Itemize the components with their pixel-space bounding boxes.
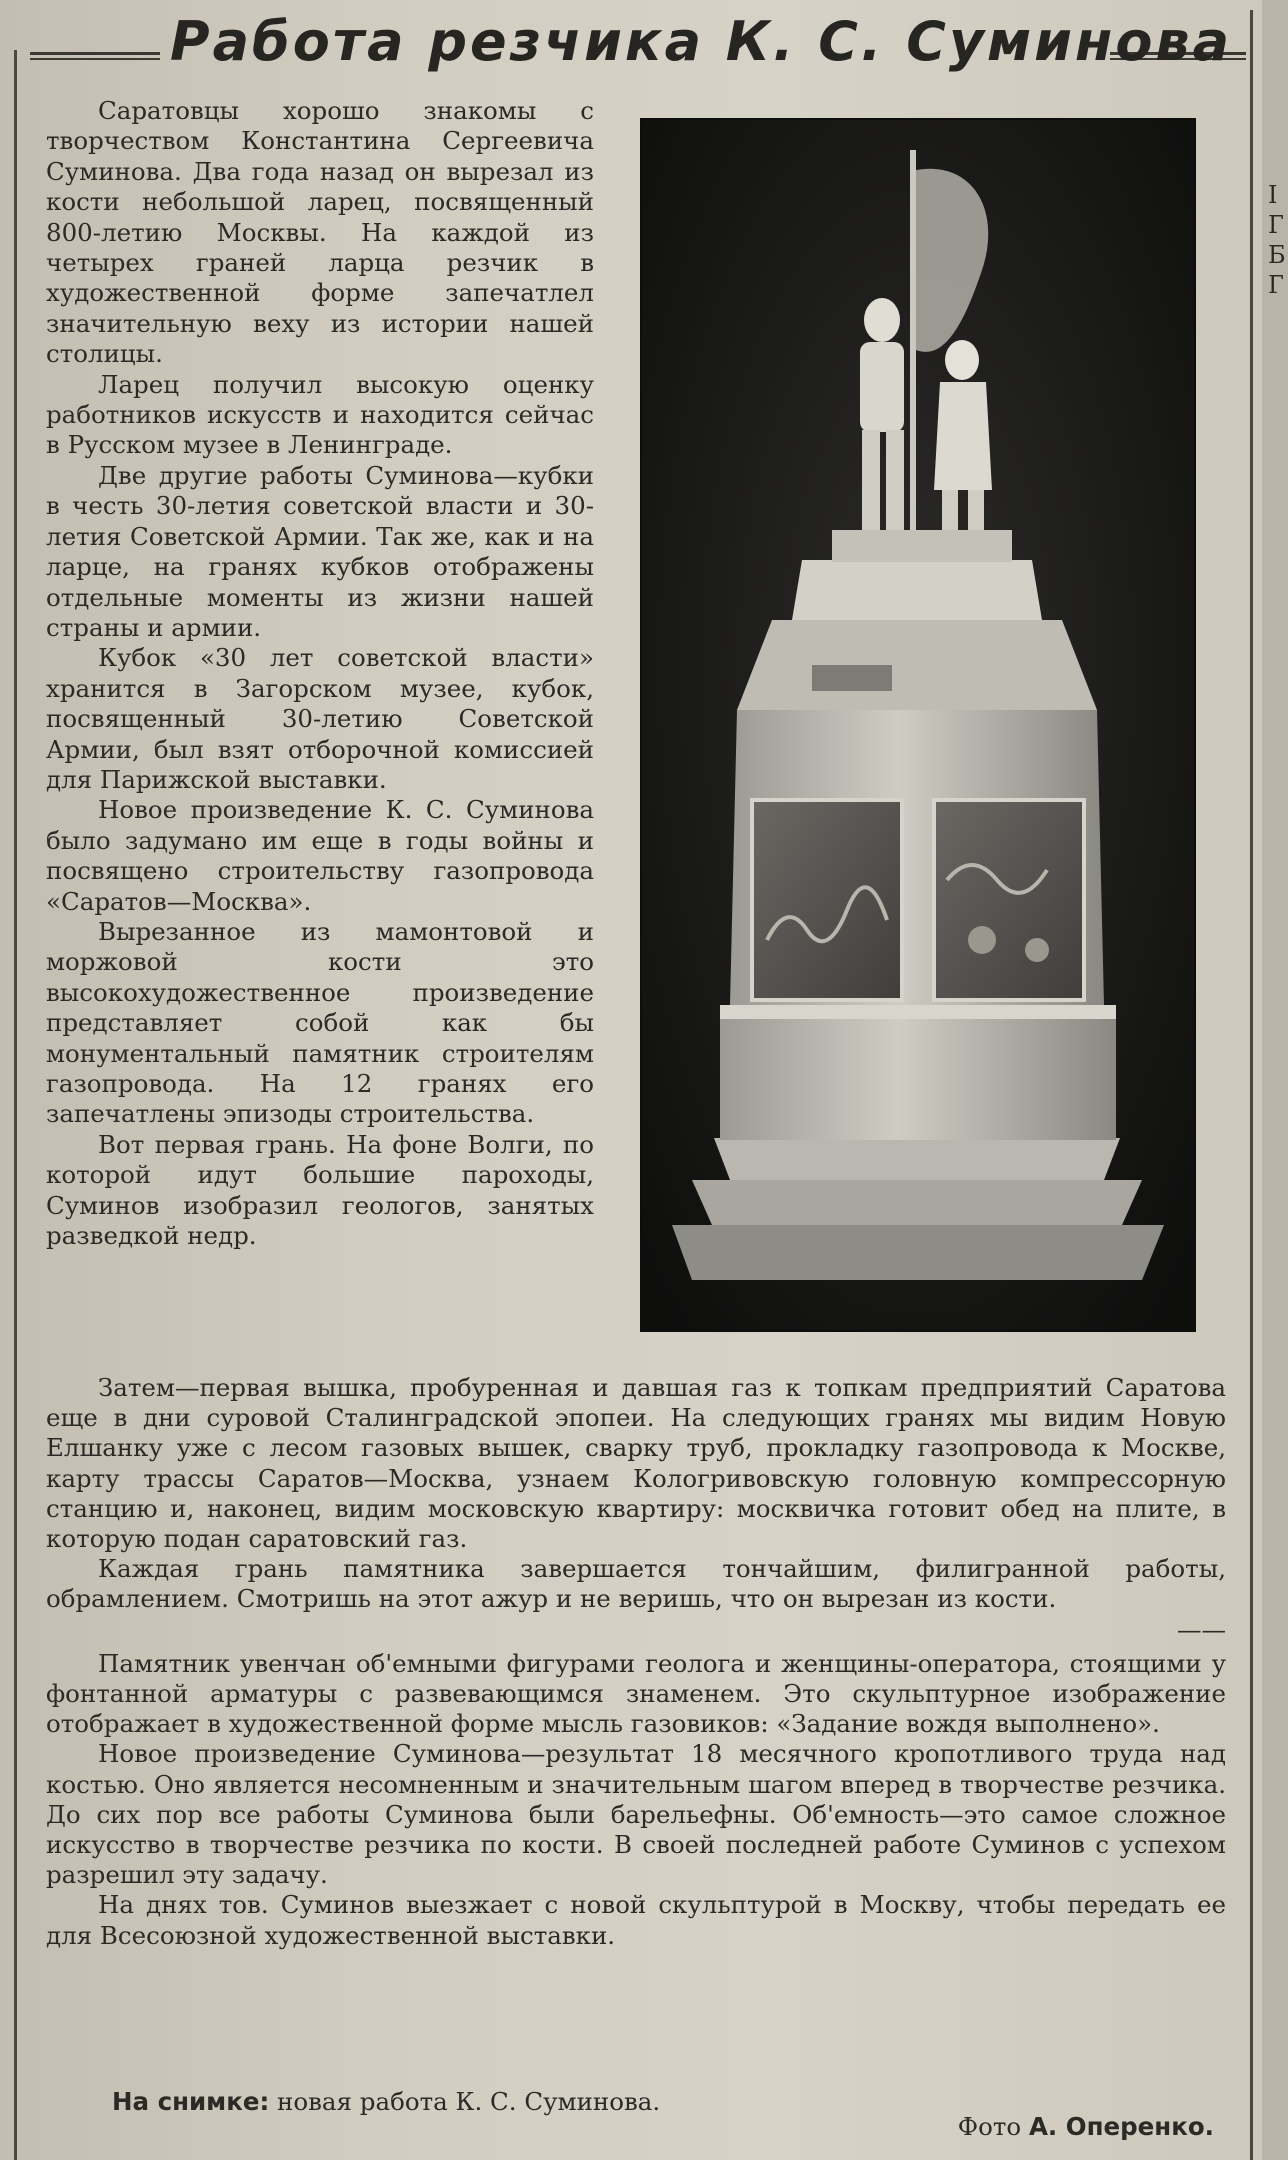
paragraph: Вырезанное из мамонтовой и моржовой кости это высокохудожественное произведение представляет собой как бы монументальный памятник строителям газопровода. На 12 гранях его запечатлены эпизоды строительства. (46, 916, 594, 1129)
paragraph: Памятник увенчан об'емными фигурами геолога и женщины-оператора, стоящими у фонтанной арматуры с развевающимся знаменем. Это скульптурное изображение отображает в художественной форме мысль газовиков: «Задание вождя выполнено». (46, 1648, 1226, 1739)
photo-caption (112, 2087, 660, 2116)
fragment-line: Г (1268, 271, 1284, 299)
paragraph: Вот первая грань. На фоне Волги, по которой идут большие пароходы, Суминов изобразил геологов, занятых разведкой недр. (46, 1129, 594, 1251)
paragraph: Новое произведение Суминова—результат 18 месячного кропотливого труда над костью. Оно является несомненным и значительным шагом вперед в творчестве резчика. До сих пор все работы Суминова были барельефны. Об'емность—это самое сложное искусство в творчестве резчика по кости. В своей последней работе Суминов с успехом разрешил эту задачу. (46, 1739, 1226, 1890)
article-column (46, 96, 594, 1251)
photo-credit (958, 2112, 1214, 2141)
fragment-line: Б (1268, 241, 1286, 269)
section-separator: —— (1177, 1614, 1226, 1644)
fragment-line: І (1268, 181, 1278, 209)
fragment-line: Г (1268, 211, 1284, 239)
article-full-width (46, 1373, 1226, 1951)
adjacent-column-fragment (1268, 180, 1286, 300)
credit-label: Фото (957, 2112, 1029, 2141)
paragraph: Две другие работы Суминова—кубки в честь 30-летия советской власти и 30-летия Советской Армии. Так же, как и на ларце, на гранях кубков отображены отдельные моменты из жизни нашей страны и армии. (46, 460, 594, 642)
paragraph: Кубок «30 лет советской власти» хранится в Загорском музее, кубок, посвященный 30-летию Советской Армии, был взят отборочной комиссией для Парижской выставки. (46, 643, 594, 794)
sculpture-photo (640, 118, 1196, 1332)
paragraph: Саратовцы хорошо знакомы с творчеством Константина Сергеевича Суминова. Два года назад он вырезал из кости небольшой ларец, посвященный 800-летию Москвы. На каждой из четырех граней ларца резчик в художественной форме запечатлел значительную веху из истории нашей столицы. (46, 96, 594, 369)
caption-text: новая работа К. С. Суминова. (269, 2087, 661, 2116)
paragraph: Ларец получил высокую оценку работников искусств и находится сейчас в Русском музее в Ленинграде. (46, 369, 594, 460)
paragraph: На днях тов. Суминов выезжает с новой скульптурой в Москву, чтобы передать ее для Всесоюзной художественной выставки. (46, 1890, 1226, 1950)
column-rule-right (1250, 10, 1253, 2160)
page-edge (1262, 0, 1288, 2160)
title-rule-left (30, 52, 160, 60)
credit-name: А. Оперенко. (1028, 2112, 1214, 2141)
paragraph: Новое произведение К. С. Суминова было задумано им еще в годы войны и посвящено строительству газопровода «Саратов—Москва». (46, 795, 594, 916)
caption-label: На снимке: (112, 2087, 270, 2116)
article-title: Работа резчика К. С. Суминова (170, 10, 1233, 73)
sculpture-illustration (642, 120, 1194, 1330)
paragraph: Затем—первая вышка, пробуренная и давшая газ к топкам предприятий Саратова еще в дни суровой Сталинградской эпопеи. На следующих гранях мы видим Новую Елшанку уже с лесом газовых вышек, сварку труб, прокладку газопровода к Москве, карту трассы Саратов—Москва, узнаем Кологривовскую головную компрессорную станцию и, наконец, видим московскую квартиру: москвичка готовит обед на плите, в которую подан саратовский газ. (46, 1373, 1226, 1554)
paragraph: Каждая грань памятника завершается тончайшим, филигранной работы, обрамлением. Смотришь на этот ажур и не веришь, что он вырезан из кости. (46, 1554, 1226, 1614)
column-rule-left (14, 50, 17, 2160)
